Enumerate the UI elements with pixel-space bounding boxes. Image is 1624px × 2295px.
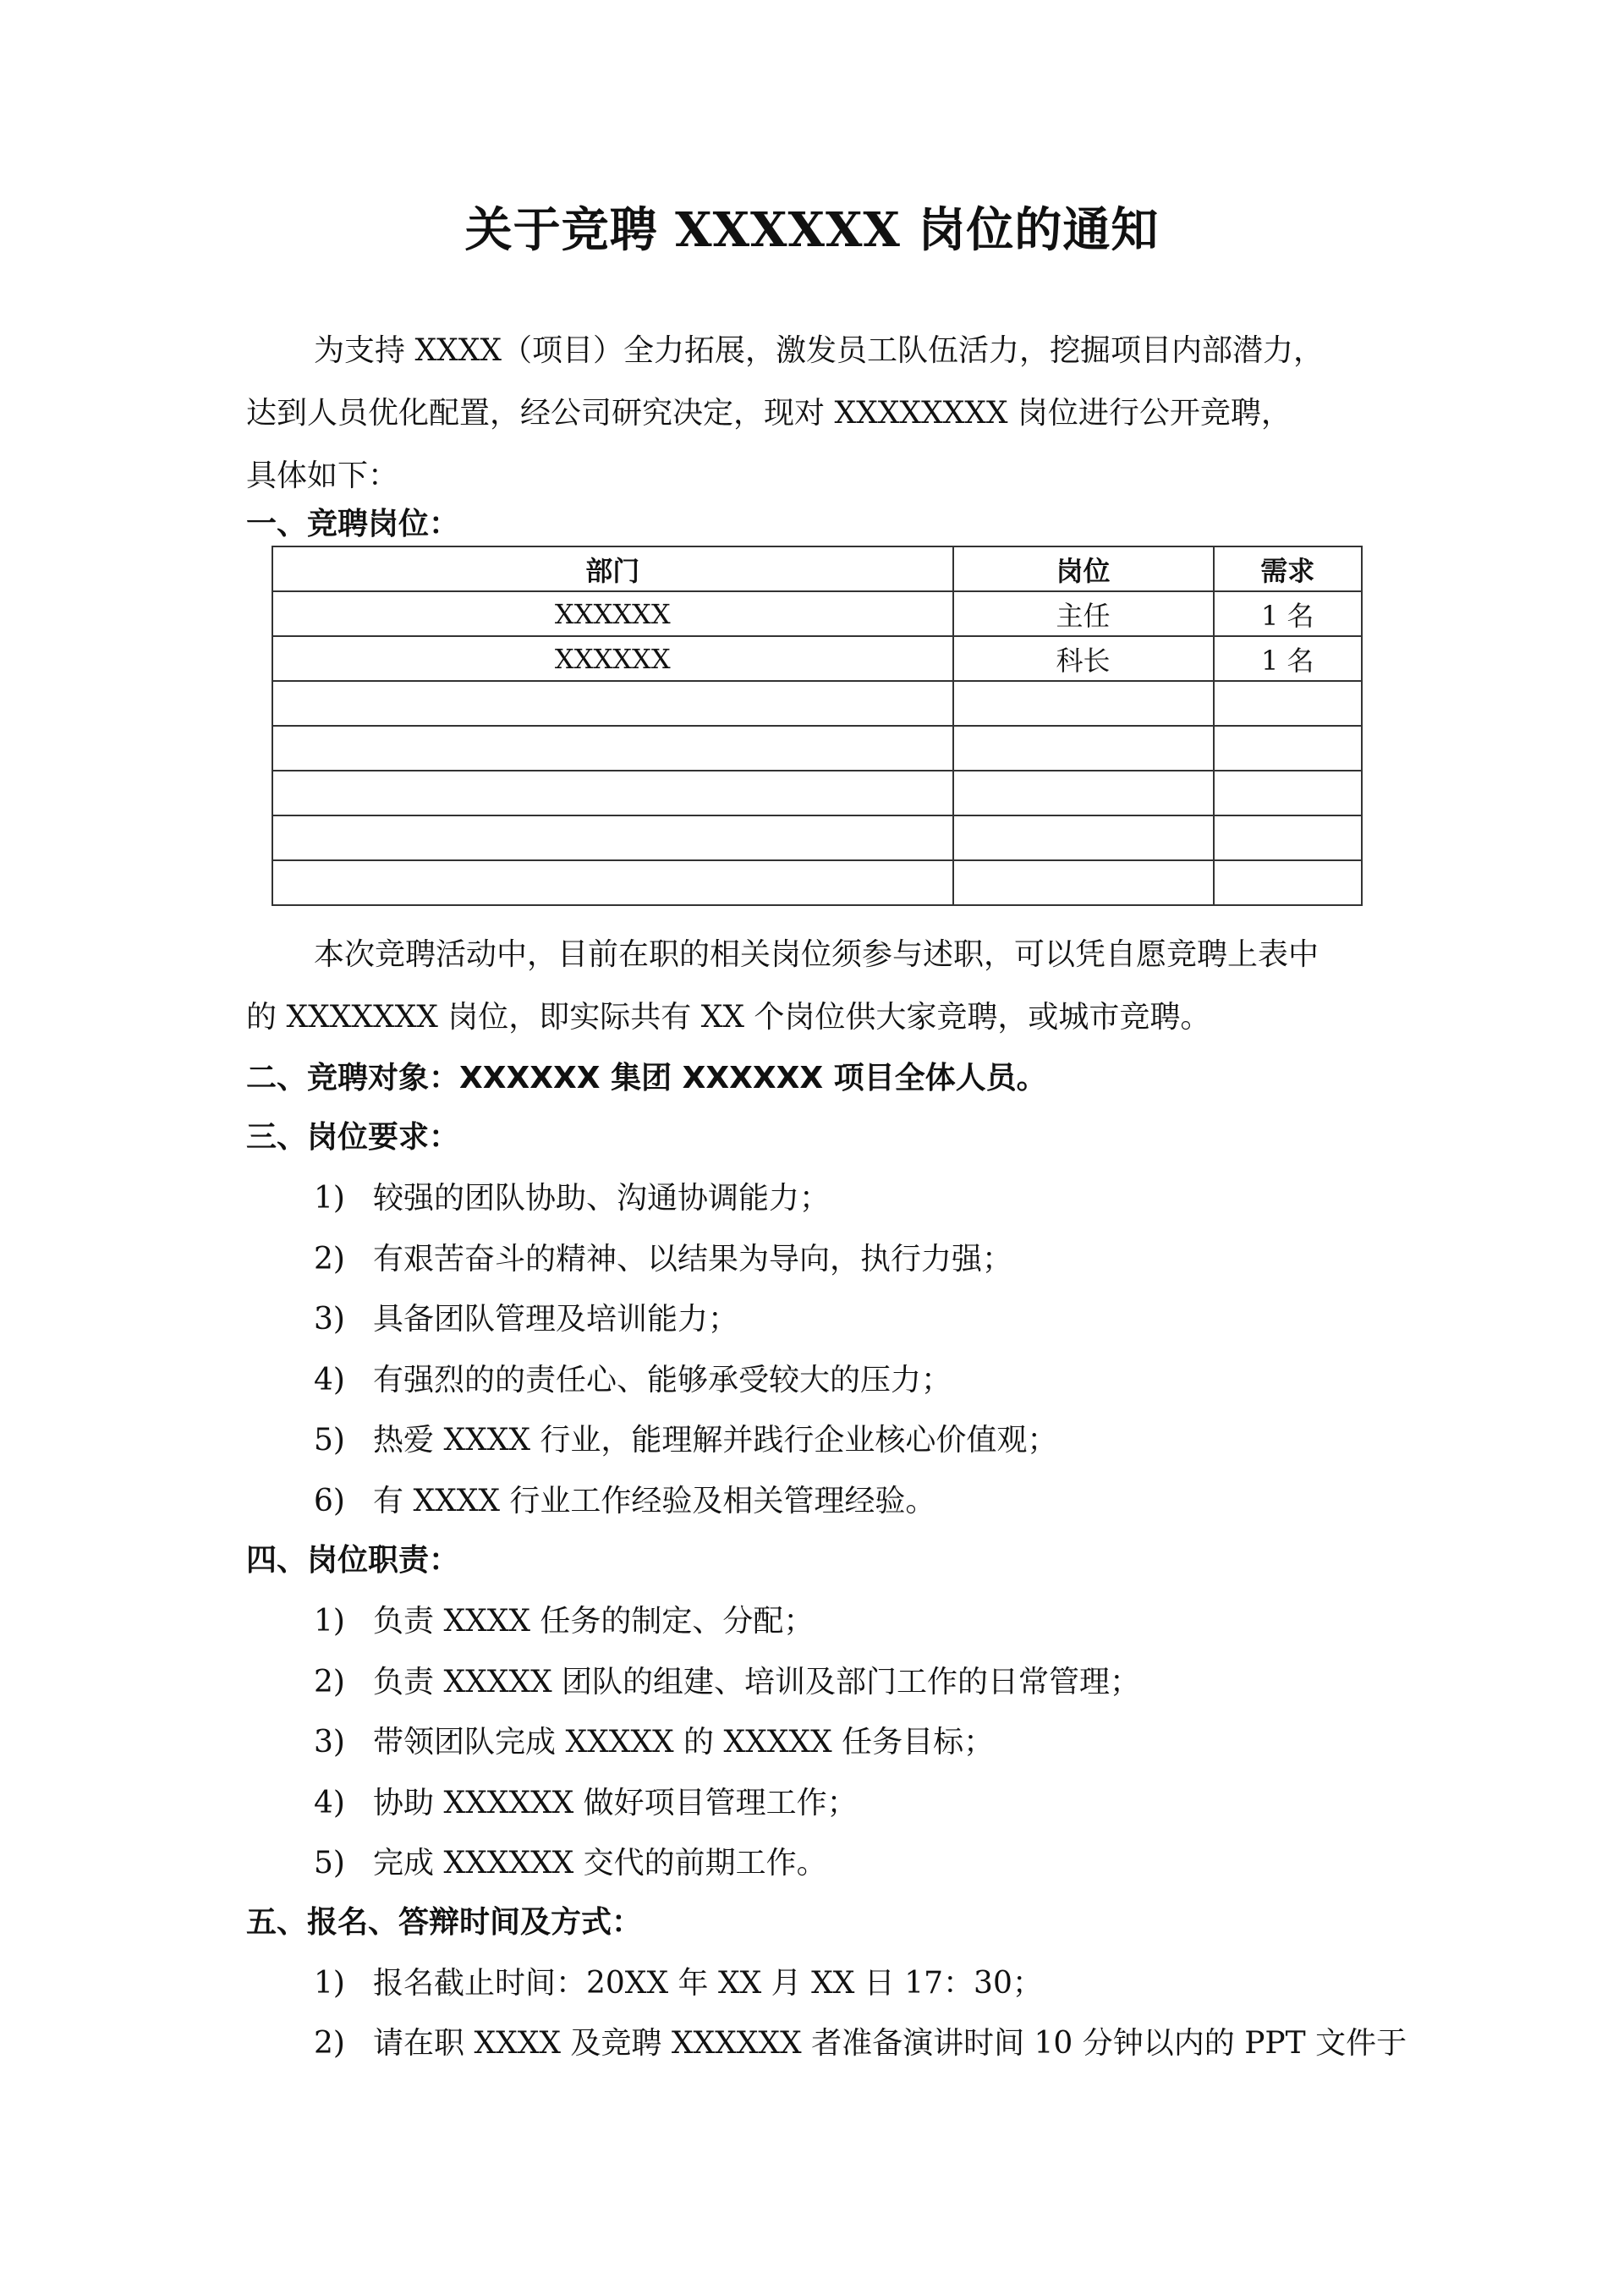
item-number: 5)	[314, 1423, 345, 1458]
item-number: 2)	[314, 2026, 345, 2061]
item-number: 1)	[314, 1604, 345, 1639]
cell-demand	[1214, 771, 1362, 815]
item-text: 请在职 XXXX 及竞聘 XXXXXX 者准备演讲时间 10 分钟以内的 PPT 文件于	[373, 2026, 1407, 2061]
cell-department	[272, 815, 953, 860]
note-line: 本次竞聘活动中，目前在职的相关岗位须参与述职，可以凭自愿竞聘上表中	[314, 937, 1320, 972]
document-title: 关于竞聘 XXXXXX 岗位的通知	[464, 202, 1160, 258]
requirement-item	[314, 1290, 738, 1349]
intro-line: 达到人员优化配置，经公司研究决定，现对 XXXXXXXX 岗位进行公开竞聘，	[246, 396, 1292, 431]
requirement-item	[314, 1472, 935, 1531]
note-line: 的 XXXXXXX 岗位，即实际共有 XX 个岗位供大家竞聘，或城市竞聘。	[246, 1000, 1211, 1035]
signup-item	[314, 1954, 1043, 2013]
item-number: 1)	[314, 1181, 345, 1216]
cell-department: XXXXXX	[272, 636, 953, 681]
cell-demand	[1214, 860, 1362, 905]
table-row	[272, 771, 1362, 815]
section-heading-requirements: 三、岗位要求：	[246, 1120, 460, 1155]
positions-table	[272, 546, 1363, 906]
requirement-item	[314, 1351, 952, 1410]
table-row	[272, 860, 1362, 905]
cell-demand	[1214, 815, 1362, 860]
duty-item	[314, 1774, 858, 1833]
intro-line: 具体如下：	[246, 458, 399, 493]
item-text: 报名截止时间：20XX 年 XX 月 XX 日 17：30；	[373, 1966, 1043, 2001]
item-text: 带领团队完成 XXXXX 的 XXXXX 任务目标；	[373, 1725, 995, 1760]
header-position: 岗位	[953, 546, 1214, 591]
cell-department: XXXXXX	[272, 591, 953, 636]
item-text: 协助 XXXXXX 做好项目管理工作；	[373, 1786, 858, 1820]
item-number: 4)	[314, 1786, 345, 1820]
intro-line: 为支持 XXXX（项目）全力拓展，激发员工队伍活力，挖掘项目内部潜力，	[314, 333, 1324, 368]
item-text: 热爱 XXXX 行业，能理解并践行企业核心价值观；	[373, 1423, 1058, 1458]
cell-position: 主任	[953, 591, 1214, 636]
note-paragraph	[246, 924, 1388, 1049]
item-text: 有艰苦奋斗的精神、以结果为导向，执行力强；	[373, 1242, 1013, 1277]
requirement-item	[314, 1230, 1012, 1289]
item-number: 2)	[314, 1665, 345, 1699]
item-number: 5)	[314, 1846, 345, 1880]
cell-demand	[1214, 681, 1362, 726]
item-number: 3)	[314, 1725, 345, 1760]
cell-demand: 1 名	[1214, 591, 1362, 636]
item-text: 负责 XXXXX 团队的组建、培训及部门工作的日常管理；	[373, 1665, 1141, 1699]
cell-position	[953, 860, 1214, 905]
table-row	[272, 636, 1362, 681]
table-row	[272, 815, 1362, 860]
requirement-item	[314, 1169, 830, 1228]
duty-item	[314, 1592, 814, 1651]
item-number: 3)	[314, 1302, 345, 1337]
section-heading-positions: 一、竞聘岗位：	[246, 507, 460, 541]
cell-demand: 1 名	[1214, 636, 1362, 681]
item-text: 有 XXXX 行业工作经验及相关管理经验。	[373, 1484, 936, 1518]
item-number: 1)	[314, 1966, 345, 2001]
item-number: 4)	[314, 1363, 345, 1397]
cell-department	[272, 726, 953, 771]
item-text: 有强烈的的责任心、能够承受较大的压力；	[373, 1363, 952, 1397]
table-row	[272, 681, 1362, 726]
cell-position: 科长	[953, 636, 1214, 681]
duty-item	[314, 1834, 827, 1893]
item-number: 2)	[314, 1242, 345, 1277]
section-heading-signup: 五、报名、答辩时间及方式：	[246, 1905, 643, 1940]
header-department: 部门	[272, 546, 953, 591]
requirement-item	[314, 1411, 1057, 1470]
item-text: 负责 XXXX 任务的制定、分配；	[373, 1604, 815, 1639]
table-row	[272, 726, 1362, 771]
item-text: 较强的团队协助、沟通协调能力；	[373, 1181, 831, 1216]
item-text: 完成 XXXXXX 交代的前期工作。	[373, 1846, 827, 1880]
cell-position	[953, 681, 1214, 726]
table-header-row	[272, 546, 1362, 591]
duty-item	[314, 1653, 1140, 1712]
cell-position	[953, 771, 1214, 815]
duty-item	[314, 1713, 994, 1772]
cell-department	[272, 681, 953, 726]
cell-position	[953, 726, 1214, 771]
section-heading-targets: 二、竞聘对象：XXXXXX 集团 XXXXXX 项目全体人员。	[246, 1061, 1047, 1095]
cell-position	[953, 815, 1214, 860]
header-demand: 需求	[1214, 546, 1362, 591]
cell-demand	[1214, 726, 1362, 771]
signup-item	[314, 2014, 1407, 2073]
section-heading-duties: 四、岗位职责：	[246, 1543, 460, 1578]
cell-department	[272, 860, 953, 905]
table-row	[272, 591, 1362, 636]
cell-department	[272, 771, 953, 815]
item-number: 6)	[314, 1484, 345, 1518]
intro-paragraph	[246, 320, 1388, 508]
item-text: 具备团队管理及培训能力；	[373, 1302, 739, 1337]
